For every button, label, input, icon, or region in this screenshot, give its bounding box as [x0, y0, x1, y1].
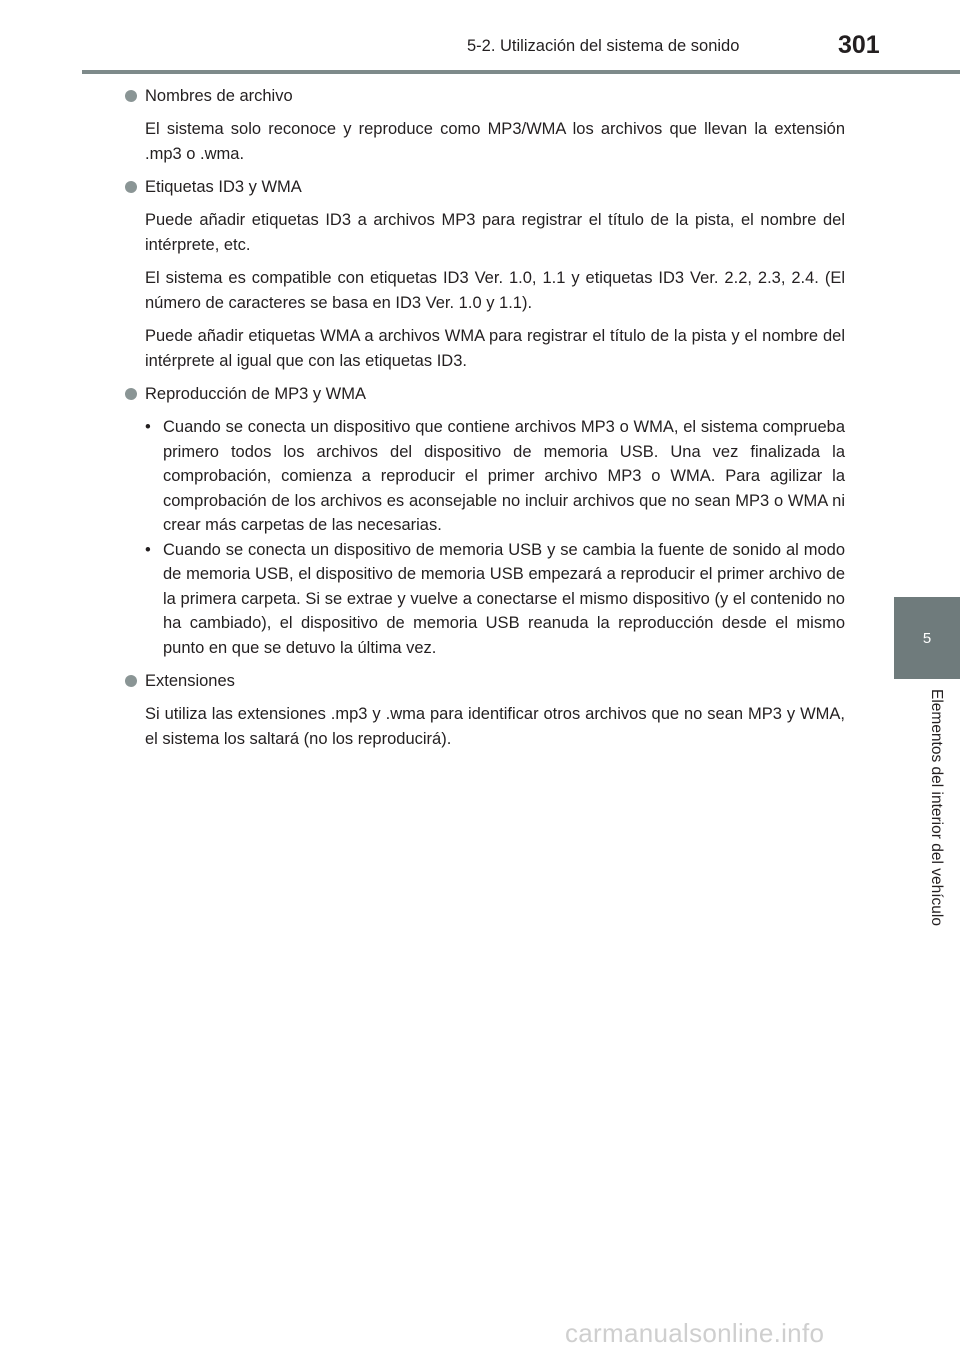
section-title-text: Nombres de archivo [145, 87, 293, 105]
section-title [125, 175, 845, 199]
main-content [125, 84, 845, 760]
section-title-text: Etiquetas ID3 y WMA [145, 178, 302, 196]
bullet-list [145, 415, 845, 660]
paragraph: Si utiliza las extensiones .mp3 y .wma para identificar otros archivos que no sean MP3 y WMA, el sistema los saltará (no los reproducirá). [145, 705, 845, 748]
paragraph: Puede añadir etiquetas WMA a archivos WMA para registrar el título de la pista y el nombre del intérprete al igual que con las etiquetas ID3. [145, 327, 845, 370]
section-title-text: Extensiones [145, 672, 235, 690]
list-bullet: • [145, 540, 151, 559]
section-extensions [125, 669, 845, 751]
bullet-dot-icon [125, 675, 137, 687]
chapter-title: Elementos del interior del vehículo [928, 689, 945, 926]
chapter-number: 5 [922, 629, 932, 647]
list-bullet: • [145, 418, 151, 436]
section-mp3-wma-playback [125, 382, 845, 660]
watermark: carmanualsonline.info [565, 1318, 825, 1348]
chapter-tab [894, 597, 960, 679]
section-title [125, 84, 845, 108]
header-rule [82, 70, 960, 74]
chapter-strip [894, 679, 960, 979]
section-title [125, 669, 845, 693]
paragraph: El sistema solo reconoce y reproduce como MP3/WMA los archivos que llevan la extensión .mp3 o .wma. [145, 120, 845, 163]
section-title [125, 382, 845, 406]
list-item [145, 415, 845, 538]
section-title-text: Reproducción de MP3 y WMA [145, 385, 367, 403]
list-item-text: Cuando se conecta un dispositivo de memoria USB y se cambia la fuente de sonido al modo de memoria USB, el dispositivo de memoria USB empezará a reproducir el primer archivo de la primera carpeta. Si se extrae y vuelve a conectarse el mismo dispositivo (y el contenido no ha cambiado), el dispositivo de memoria USB reanuda la reproducción desde el mismo punto en que se detuvo la última vez. [163, 540, 845, 657]
list-item-text: Cuando se conecta un dispositivo que contiene archivos MP3 o WMA, el sistema comprueba primero todos los archivos del dispositivo de memoria USB. Una vez finalizada la comprobación, comienza a reproducir el primer archivo MP3 o WMA. Para agilizar la comprobación de los archivos es aconsejable no incluir archivos que no sean MP3 o WMA ni crear más carpetas de las necesarias. [163, 418, 845, 534]
list-item [145, 538, 845, 661]
paragraph: Puede añadir etiquetas ID3 a archivos MP3 para registrar el título de la pista, el nombre del intérprete, etc. [145, 211, 845, 254]
section-file-names [125, 84, 845, 166]
bullet-dot-icon [125, 90, 137, 102]
bullet-dot-icon [125, 181, 137, 193]
running-header: 5-2. Utilización del sistema de sonido [467, 37, 740, 55]
paragraph: El sistema es compatible con etiquetas ID3 Ver. 1.0, 1.1 y etiquetas ID3 Ver. 2.2, 2.3, 2.4. (El número de caracteres se basa en ID3 Ver. 1.0 y 1.1). [145, 269, 845, 312]
page-number: 301 [838, 31, 880, 59]
section-id3-wma-tags [125, 175, 845, 373]
bullet-dot-icon [125, 388, 137, 400]
